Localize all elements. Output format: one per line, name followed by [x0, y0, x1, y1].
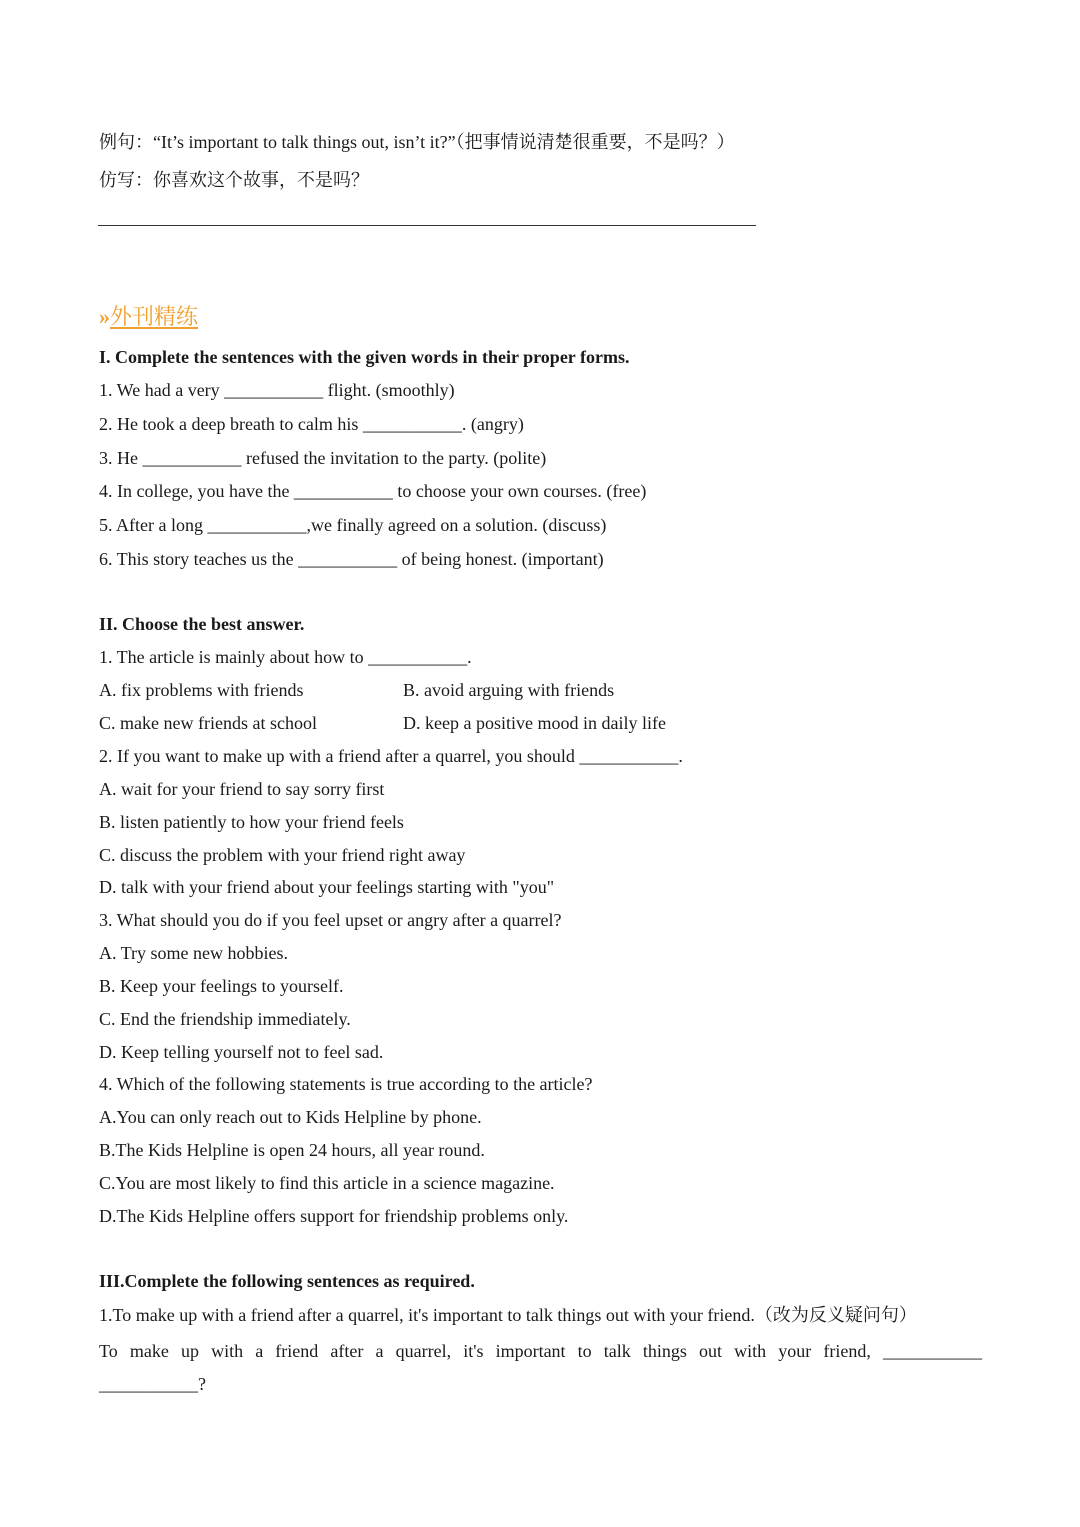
- section-title: 外刊精练: [110, 304, 199, 329]
- part3-heading: III.Complete the following sentences as required.: [99, 1271, 475, 1291]
- example-sentence: 例句：“It’s important to talk things out, isn’t it?”（把事情说清楚很重要，不是吗？）: [99, 132, 735, 152]
- part1-item: 1. We had a very ___________ flight. (smoothly): [99, 380, 455, 400]
- q4-option: D.The Kids Helpline offers support for friendship problems only.: [99, 1206, 569, 1226]
- q1-option-d: D. keep a positive mood in daily life: [403, 713, 666, 733]
- q1-option-b: B. avoid arguing with friends: [403, 680, 615, 700]
- part1-item: 2. He took a deep breath to calm his ___________. (angry): [99, 414, 524, 434]
- q4-option: C.You are most likely to find this article in a science magazine.: [99, 1173, 555, 1193]
- section-heading: [99, 304, 198, 330]
- q4-option: B.The Kids Helpline is open 24 hours, all year round.: [99, 1140, 485, 1160]
- q2-option: B. listen patiently to how your friend feels: [99, 812, 404, 832]
- part3-item: 1.To make up with a friend after a quarrel, it's important to talk things out with your friend.（改为反义疑问句）: [99, 1305, 917, 1325]
- part1-item: 3. He ___________ refused the invitation to the party. (polite): [99, 448, 547, 468]
- q1-option-c: C. make new friends at school: [99, 713, 317, 733]
- q4-option: A.You can only reach out to Kids Helpline by phone.: [99, 1107, 482, 1127]
- q3-option: C. End the friendship immediately.: [99, 1009, 351, 1029]
- q3-option: D. Keep telling yourself not to feel sad.: [99, 1042, 384, 1062]
- part1-item: 6. This story teaches us the ___________ of being honest. (important): [99, 549, 604, 569]
- q1-option-a: A. fix problems with friends: [99, 680, 304, 700]
- part1-heading: I. Complete the sentences with the given words in their proper forms.: [99, 347, 630, 367]
- q2-option: D. talk with your friend about your feelings starting with "you": [99, 877, 555, 897]
- part3-answer-line: ___________?: [99, 1374, 206, 1394]
- q3-option: A. Try some new hobbies.: [99, 943, 289, 963]
- question-2: 2. If you want to make up with a friend after a quarrel, you should ___________.: [99, 746, 683, 766]
- part1-item: 5. After a long ___________,we finally agreed on a solution. (discuss): [99, 515, 607, 535]
- part1-item: 4. In college, you have the ___________ to choose your own courses. (free): [99, 481, 647, 501]
- q2-option: C. discuss the problem with your friend right away: [99, 845, 466, 865]
- q2-option: A. wait for your friend to say sorry first: [99, 779, 385, 799]
- part2-heading: II. Choose the best answer.: [99, 614, 305, 634]
- double-chevron-icon: »: [99, 304, 106, 329]
- q3-option: B. Keep your feelings to yourself.: [99, 976, 344, 996]
- question-4: 4. Which of the following statements is true according to the article?: [99, 1074, 593, 1094]
- answer-underline: [98, 225, 756, 226]
- imitate-prompt: 仿写：你喜欢这个故事，不是吗？: [99, 170, 369, 190]
- question-1: 1. The article is mainly about how to ___________.: [99, 647, 472, 667]
- part3-answer-line: To make up with a friend after a quarrel, it's important to talk things out with your friend, ___________: [99, 1341, 982, 1361]
- question-3: 3. What should you do if you feel upset or angry after a quarrel?: [99, 910, 562, 930]
